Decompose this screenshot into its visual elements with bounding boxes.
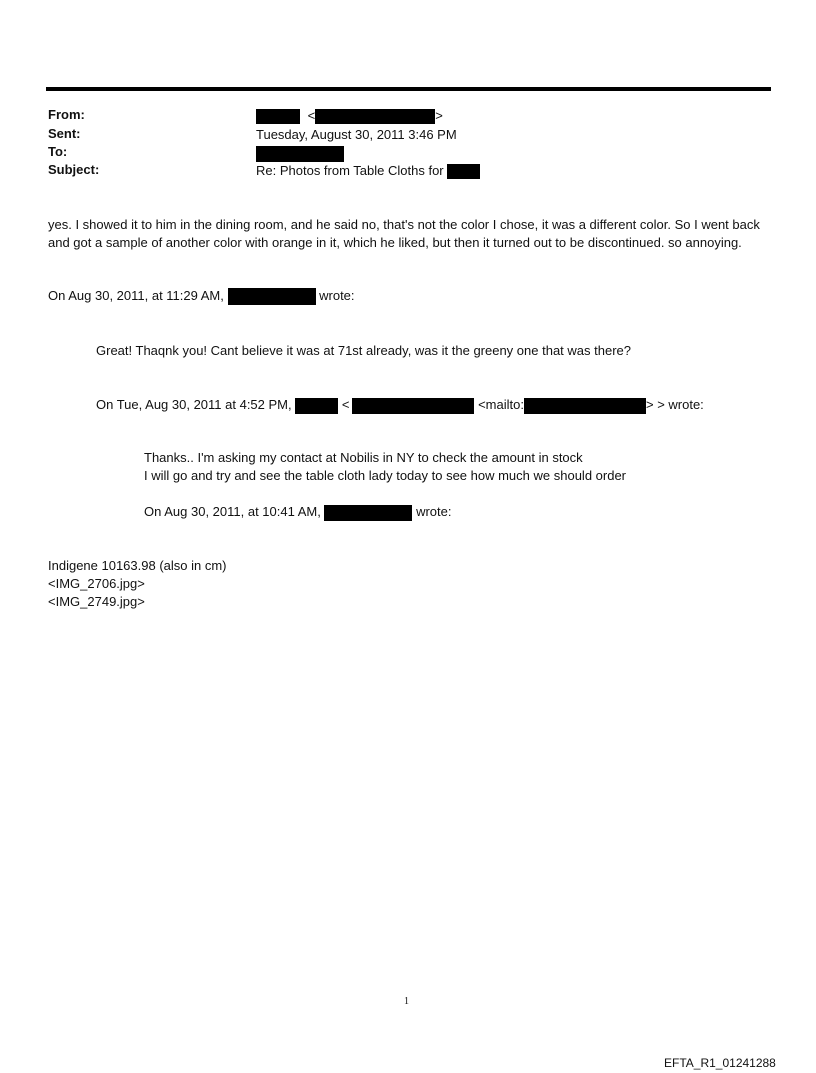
quote1-intro — [48, 287, 355, 305]
page-number: 1 — [404, 996, 409, 1007]
document-id: EFTA_R1_01241288 — [664, 1056, 776, 1070]
redaction-block — [315, 109, 435, 124]
quote2-mailto: <mailto: — [478, 397, 524, 412]
quote1-suffix: wrote: — [319, 288, 355, 303]
redaction-block — [256, 109, 300, 124]
header-rule — [46, 87, 771, 91]
attachment-line-3: <IMG_2749.jpg> — [48, 594, 145, 609]
redaction-block — [324, 505, 412, 521]
sent-value: Tuesday, August 30, 2011 3:46 PM — [256, 127, 457, 142]
quote2-prefix: On Tue, Aug 30, 2011 at 4:52 PM, — [96, 397, 292, 412]
quote2-line2: I will go and try and see the table cloth lady today to see how much we should order — [144, 468, 627, 483]
from-label: From: — [48, 107, 85, 122]
quote2-intro — [96, 396, 704, 414]
attachment-line-1: Indigene 10163.98 (also in cm) — [48, 558, 227, 573]
attachment-line-2: <IMG_2706.jpg> — [48, 576, 145, 591]
redaction-block — [228, 288, 316, 305]
redaction-block — [447, 164, 480, 179]
quote2-line1: Thanks.. I'm asking my contact at Nobilis in NY to check the amount in stock — [144, 450, 583, 465]
quote3-intro — [144, 503, 452, 521]
quote1-text: Great! Thaqnk you! Cant believe it was at 71st already, was it the greeny one that was there? — [96, 343, 631, 358]
from-gt: > — [435, 108, 443, 123]
from-lt: < — [307, 108, 316, 123]
from-value — [256, 107, 443, 125]
subject-text: Re: Photos from Table Cloths for — [256, 163, 444, 178]
redaction-block — [352, 398, 474, 414]
subject-value — [256, 162, 480, 180]
sent-label: Sent: — [48, 126, 81, 141]
reply-paragraph: yes. I showed it to him in the dining room, and he said no, that's not the color I chose, it was a different color. So I went back and got a sample of another color with orange in it, which he liked, but then it turned out to be discontinued. so annoying. — [48, 217, 760, 250]
redaction-block — [256, 146, 344, 162]
quote3-suffix: wrote: — [416, 504, 452, 519]
redaction-block — [295, 398, 338, 414]
subject-label: Subject: — [48, 162, 100, 177]
to-label: To: — [48, 144, 68, 159]
redaction-block — [524, 398, 646, 414]
quote1-prefix: On Aug 30, 2011, at 11:29 AM, — [48, 288, 224, 303]
quote3-prefix: On Aug 30, 2011, at 10:41 AM, — [144, 504, 321, 519]
quote2-lt: < — [341, 397, 350, 412]
to-value — [256, 144, 344, 162]
quote2-suffix: > > wrote: — [645, 397, 704, 412]
